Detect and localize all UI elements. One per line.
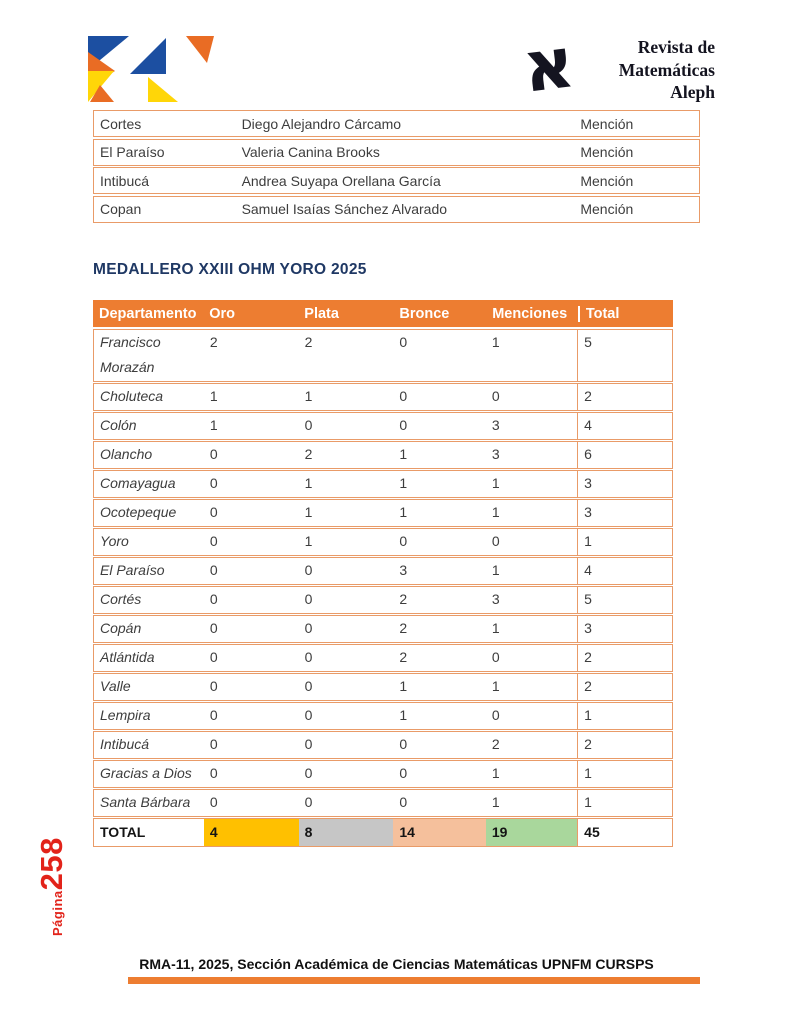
menciones-cell: 0 — [491, 388, 500, 404]
department-cell: Comayagua — [100, 475, 176, 491]
menciones-cell: 0 — [491, 533, 500, 549]
mention-table-row — [93, 196, 700, 223]
footer-bar — [128, 977, 700, 984]
menciones-cell: 1 — [491, 333, 500, 350]
plata-cell: 2 — [304, 446, 313, 462]
total-oro-cell: 4 — [204, 819, 299, 846]
department-cell: Ocotepeque — [100, 504, 177, 520]
menciones-cell: 1 — [491, 765, 500, 781]
oro-cell: 0 — [209, 504, 218, 520]
oro-cell: 0 — [209, 620, 218, 636]
total-cell: 4 — [577, 413, 672, 439]
total-cell: 3 — [577, 500, 672, 526]
journal-name-line1: Revista de — [637, 37, 715, 57]
mention-department-cell: El Paraíso — [100, 144, 165, 160]
plata-cell: 2 — [304, 333, 313, 350]
total-cell: 5 — [577, 587, 672, 613]
mentions-table — [93, 110, 700, 224]
bronce-cell: 1 — [399, 504, 408, 520]
page-number-value: 258 — [34, 837, 69, 891]
medal-table-row — [93, 441, 673, 469]
oro-cell: 0 — [209, 533, 218, 549]
bronce-cell: 1 — [399, 446, 408, 462]
medal-table-row — [93, 557, 673, 585]
department-cell: Olancho — [100, 446, 153, 462]
medal-table-row — [93, 615, 673, 643]
mention-department-cell: Intibucá — [100, 172, 150, 189]
bronce-cell: 0 — [399, 765, 408, 781]
bronce-cell: 0 — [399, 417, 408, 433]
plata-cell: 1 — [304, 475, 313, 491]
header-departamento: Departamento — [99, 305, 197, 322]
total-cell: 3 — [577, 616, 672, 642]
plata-cell: 0 — [304, 707, 313, 723]
bronce-cell: 1 — [399, 707, 408, 723]
total-plata-cell: 8 — [299, 819, 394, 846]
mention-award-cell: Mención — [580, 201, 634, 217]
page-number — [34, 818, 74, 936]
bronce-cell: 0 — [399, 388, 408, 404]
header-plata: Plata — [304, 305, 339, 322]
mention-table-row — [93, 167, 700, 194]
plata-cell: 1 — [304, 504, 313, 520]
bronce-cell: 3 — [399, 562, 408, 578]
bronce-cell: 0 — [399, 794, 408, 810]
mention-award-cell: Mención — [580, 172, 634, 189]
menciones-cell: 1 — [491, 504, 500, 520]
plata-cell: 1 — [304, 388, 313, 404]
bronce-cell: 2 — [399, 620, 408, 636]
header-oro: Oro — [209, 305, 235, 322]
plata-cell: 0 — [304, 591, 313, 607]
plata-cell: 0 — [304, 649, 313, 665]
total-cell: 2 — [577, 384, 672, 410]
menciones-cell: 1 — [491, 475, 500, 491]
aleph-icon: א — [518, 21, 579, 109]
total-cell: 2 — [577, 732, 672, 758]
plata-cell: 0 — [304, 562, 313, 578]
total-row-label: TOTAL — [100, 824, 146, 840]
plata-cell: 0 — [304, 736, 313, 752]
medal-table-row — [93, 470, 673, 498]
header-total: Total — [578, 306, 673, 322]
medal-table-row — [93, 383, 673, 411]
menciones-cell: 1 — [491, 794, 500, 810]
medal-table-header — [93, 300, 673, 327]
mention-department-cell: Copan — [100, 201, 142, 217]
department-cell: Copán — [100, 620, 142, 636]
oro-cell: 0 — [209, 562, 218, 578]
medal-table-total-row — [93, 818, 673, 847]
oro-cell: 0 — [209, 591, 218, 607]
medal-table-row — [93, 702, 673, 730]
mention-name-cell: Valeria Canina Brooks — [241, 144, 380, 160]
oro-cell: 0 — [209, 475, 218, 491]
bronce-cell: 1 — [399, 678, 408, 694]
menciones-cell: 3 — [491, 591, 500, 607]
medal-table-row — [93, 760, 673, 788]
oro-cell: 1 — [209, 388, 218, 404]
oro-cell: 0 — [209, 794, 218, 810]
total-cell: 5 — [577, 330, 672, 381]
oro-cell: 0 — [209, 736, 218, 752]
medal-table-row — [93, 412, 673, 440]
total-cell: 1 — [577, 703, 672, 729]
department-cell: Valle — [100, 678, 131, 694]
medal-table-row — [93, 673, 673, 701]
plata-cell: 0 — [304, 678, 313, 694]
menciones-cell: 1 — [491, 562, 500, 578]
bronce-cell: 0 — [399, 736, 408, 752]
medal-table-row — [93, 528, 673, 556]
medal-table-row — [93, 329, 673, 382]
plata-cell: 1 — [304, 533, 313, 549]
olympiad-logo — [88, 36, 220, 102]
header-bronce: Bronce — [399, 305, 450, 322]
medal-table-row — [93, 586, 673, 614]
menciones-cell: 0 — [491, 649, 500, 665]
header-menciones: Menciones — [492, 305, 568, 322]
medal-table — [93, 300, 673, 847]
department-cell: Yoro — [100, 533, 129, 549]
total-menciones-cell: 19 — [486, 819, 577, 846]
mention-name-cell: Samuel Isaías Sánchez Alvarado — [241, 201, 448, 217]
oro-cell: 0 — [209, 649, 218, 665]
department-cell: Santa Bárbara — [100, 794, 191, 810]
menciones-cell: 1 — [491, 620, 500, 636]
total-cell: 2 — [577, 674, 672, 700]
oro-cell: 2 — [209, 333, 218, 350]
medal-table-row — [93, 731, 673, 759]
journal-name-line3: Aleph — [670, 82, 715, 102]
plata-cell: 0 — [304, 794, 313, 810]
journal-logo — [505, 21, 715, 110]
bronce-cell: 2 — [399, 591, 408, 607]
section-title: MEDALLERO XXIII OHM YORO 2025 — [93, 261, 367, 278]
bronce-cell: 2 — [399, 649, 408, 665]
menciones-cell: 3 — [491, 446, 500, 462]
department-cell: Gracias a Dios — [100, 765, 192, 781]
mention-table-row — [93, 139, 700, 166]
bronce-cell: 0 — [399, 333, 408, 350]
mention-award-cell: Mención — [580, 144, 634, 160]
mention-department-cell: Cortes — [100, 115, 142, 132]
department-cell: Lempira — [100, 707, 151, 723]
footer-text: RMA-11, 2025, Sección Académica de Ciencias Matemáticas UPNFM CURSPS — [139, 956, 654, 972]
mention-name-cell: Andrea Suyapa Orellana García — [241, 172, 441, 189]
plata-cell: 0 — [304, 765, 313, 781]
oro-cell: 0 — [209, 678, 218, 694]
total-cell: 1 — [577, 529, 672, 555]
total-grand-cell: 45 — [577, 819, 672, 846]
department-cell: Choluteca — [100, 388, 164, 404]
total-bronce-cell: 14 — [393, 819, 485, 846]
mention-name-cell: Diego Alejandro Cárcamo — [241, 115, 402, 132]
total-cell: 6 — [577, 442, 672, 468]
menciones-cell: 3 — [491, 417, 500, 433]
journal-name — [580, 36, 715, 104]
page-number-label: Página — [50, 890, 65, 936]
total-cell: 1 — [577, 761, 672, 787]
oro-cell: 1 — [209, 417, 218, 433]
total-cell: 1 — [577, 790, 672, 816]
department-cell: El Paraíso — [100, 562, 165, 578]
oro-cell: 0 — [209, 707, 218, 723]
total-cell: 4 — [577, 558, 672, 584]
journal-name-line2: Matemáticas — [618, 59, 715, 80]
total-cell: 2 — [577, 645, 672, 671]
department-cell: Francisco Morazán — [100, 333, 161, 375]
department-cell: Atlántida — [100, 649, 155, 665]
oro-cell: 0 — [209, 446, 218, 462]
menciones-cell: 0 — [491, 707, 500, 723]
bronce-cell: 1 — [399, 475, 408, 491]
plata-cell: 0 — [304, 417, 313, 433]
plata-cell: 0 — [304, 620, 313, 636]
department-cell: Colón — [100, 417, 137, 433]
menciones-cell: 2 — [491, 736, 500, 752]
medal-table-row — [93, 644, 673, 672]
total-cell: 3 — [577, 471, 672, 497]
mention-award-cell: Mención — [580, 115, 634, 132]
department-cell: Cortés — [100, 591, 142, 607]
medal-table-body — [93, 329, 673, 817]
medal-table-row — [93, 499, 673, 527]
bronce-cell: 0 — [399, 533, 408, 549]
oro-cell: 0 — [209, 765, 218, 781]
menciones-cell: 1 — [491, 678, 500, 694]
medal-table-row — [93, 789, 673, 817]
department-cell: Intibucá — [100, 736, 150, 752]
mention-table-row — [93, 110, 700, 137]
